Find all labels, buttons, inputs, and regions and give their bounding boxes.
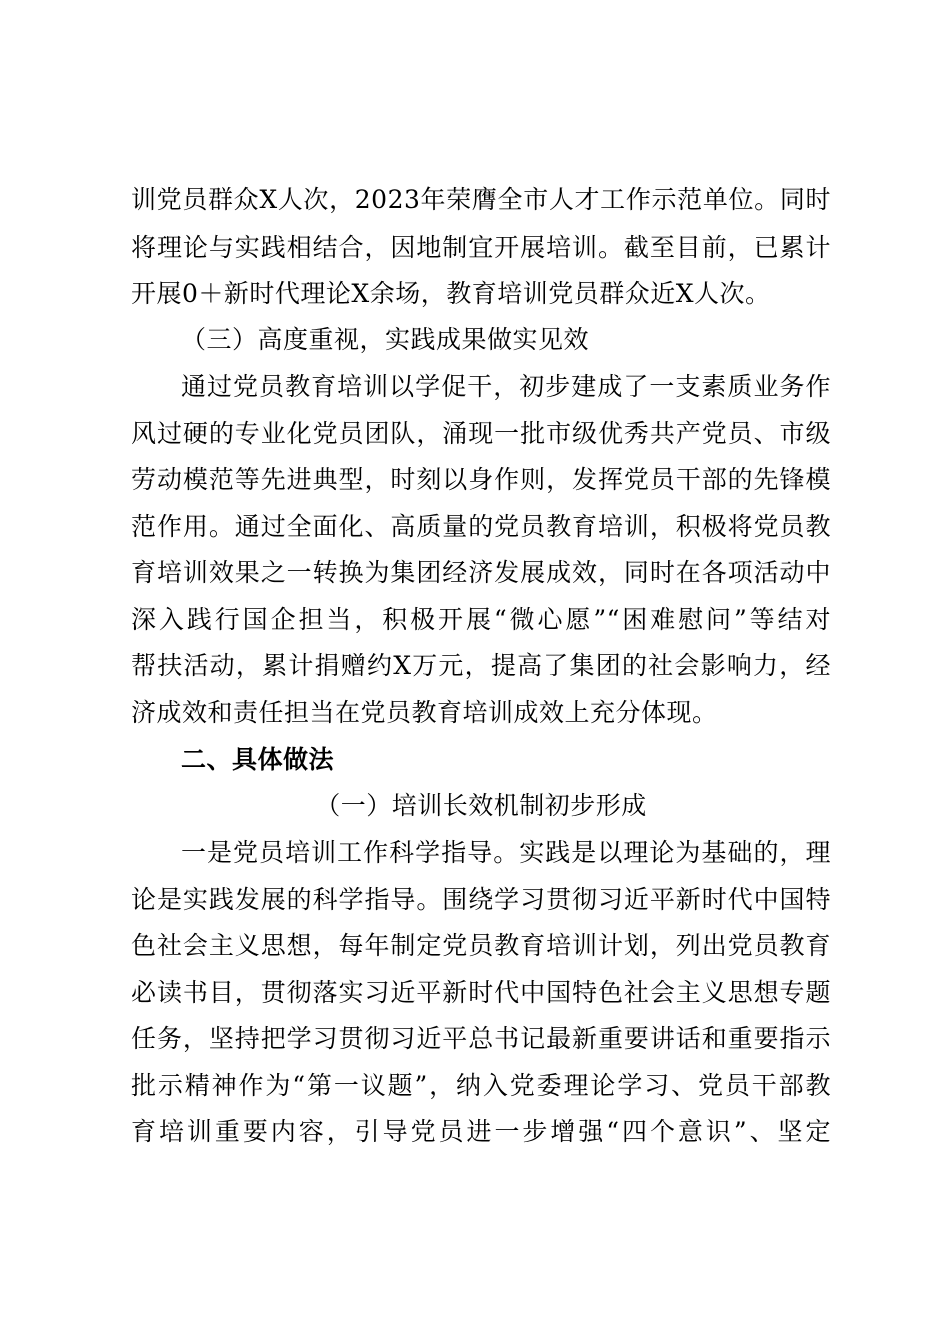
- body-text-line: 任务，坚持把学习贯彻习近平总书记最新重要讲话和重要指示: [131, 1024, 831, 1053]
- body-text-line: 批示精神作为“第一议题”，纳入党委理论学习、党员干部教: [131, 1071, 831, 1100]
- subsection-heading: （一）培训长效机制初步形成: [315, 791, 647, 820]
- body-text-line: 帮扶活动，累计捐赠约X万元，提高了集团的社会影响力，经: [131, 651, 831, 680]
- body-text-line: 范作用。通过全面化、高质量的党员教育培训，积极将党员教: [131, 512, 831, 541]
- body-text-line: 论是实践发展的科学指导。围绕学习贯彻习近平新时代中国特: [131, 885, 831, 914]
- body-text-line: 开展0＋新时代理论X余场，教育培训党员群众近X人次。: [131, 279, 771, 308]
- body-text-line: 济成效和责任担当在党员教育培训成效上充分体现。: [131, 698, 718, 727]
- body-text-line: 一是党员培训工作科学指导。实践是以理论为基础的，理: [181, 838, 831, 867]
- body-text-line: 必读书目，贯彻落实习近平新时代中国特色社会主义思想专题: [131, 978, 831, 1007]
- body-text-line: 色社会主义思想，每年制定党员教育培训计划，列出党员教育: [131, 931, 831, 960]
- body-text-line: 劳动模范等先进典型，时刻以身作则，发挥党员干部的先锋模: [131, 465, 831, 494]
- body-text-line: 通过党员教育培训以学促干，初步建成了一支素质业务作: [181, 372, 831, 401]
- body-text-line: 训党员群众X人次，2023年荣膺全市人才工作示范单位。同时: [131, 185, 831, 214]
- section-heading-3: （三）高度重视，实践成果做实见效: [181, 325, 590, 354]
- body-text-line: 育培训重要内容，引导党员进一步增强“四个意识”、坚定: [131, 1117, 831, 1146]
- section-heading-2: 二、具体做法: [181, 745, 335, 774]
- body-text-line: 风过硬的专业化党员团队，涌现一批市级优秀共产党员、市级: [131, 419, 831, 448]
- body-text-line: 将理论与实践相结合，因地制宜开展培训。截至目前，已累计: [131, 233, 831, 262]
- body-text-line: 育培训效果之一转换为集团经济发展成效，同时在各项活动中: [131, 558, 831, 587]
- body-text-line: 深入践行国企担当，积极开展“微心愿”“困难慰问”等结对: [131, 605, 831, 634]
